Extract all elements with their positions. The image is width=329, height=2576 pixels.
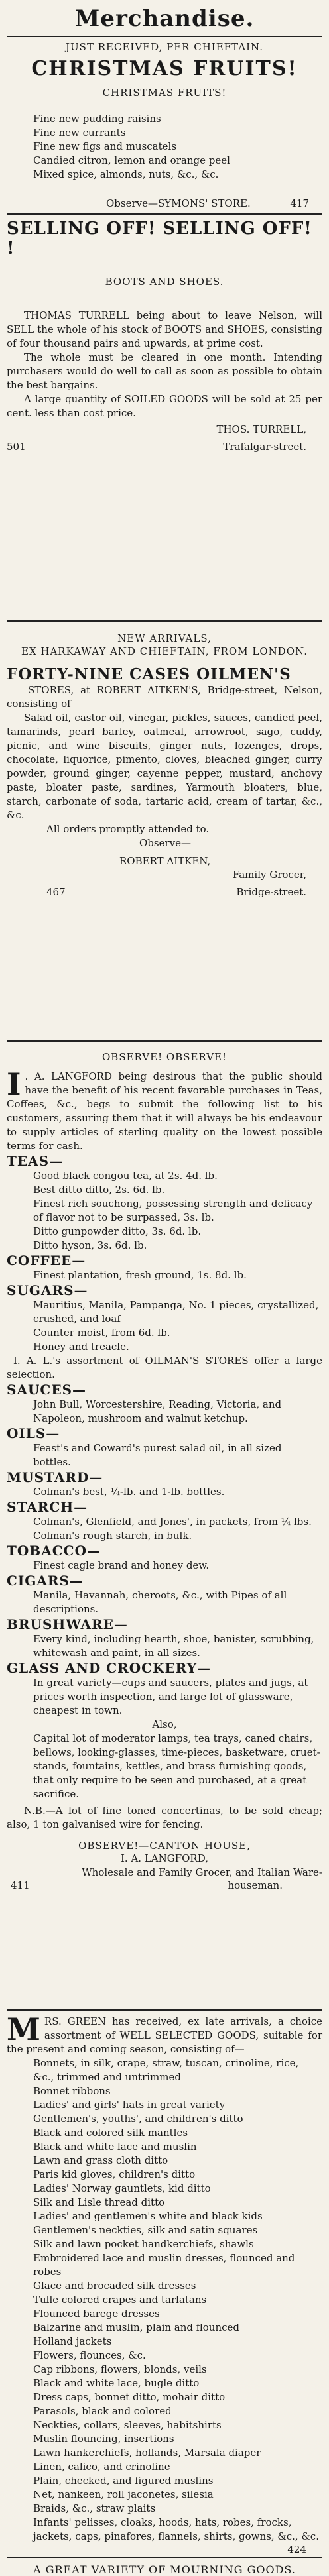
list-item: Bonnet ribbons xyxy=(33,2085,111,2097)
ad-signature-title: Wholesale and Family Grocer, and Italian Ware- xyxy=(82,1866,322,1878)
ad-paragraph: I. A. L.'s assortment of OILMAN'S STORES offer a large selection. xyxy=(7,1355,322,1380)
list-item: Manila, Havannah, cheroots, &c., with Pipes of all descriptions. xyxy=(33,1589,287,1615)
ad-intro xyxy=(7,1066,322,1153)
divider xyxy=(7,213,322,215)
list-item: Candied citron, lemon and orange peel xyxy=(33,154,230,166)
ad-kicker: OBSERVE! OBSERVE! xyxy=(102,1051,227,1063)
ad-number: 411 xyxy=(11,1879,30,1891)
list-item: Tulle colored crapes and tarlatans xyxy=(33,2294,207,2306)
list-item: Silk and Lisle thread ditto xyxy=(33,2196,165,2208)
list-item: Mixed spice, almonds, nuts, &c., &c. xyxy=(33,168,219,180)
list-item: Parasols, black and colored xyxy=(33,2405,172,2417)
list-item: Colman's best, ¼-lb. and 1-lb. bottles. xyxy=(33,1486,225,1498)
ad-paragraph: A large quantity of SOILED GOODS will be sold at 25 per cent. less than cost price. xyxy=(7,393,322,419)
heading-text: COFFEE— xyxy=(7,1253,86,1268)
list-item: Fine new currants xyxy=(33,127,126,139)
product-heading-teas: TEAS— xyxy=(7,1153,64,1169)
list-item: Lawn hankerchiefs, hollands, Marsala diaper xyxy=(33,2447,261,2459)
ad-number: 501 xyxy=(7,441,26,453)
advertisement-mrs-green xyxy=(7,2011,322,2555)
list-item: Colman's, Glenfield, and Jones', in packets, from ¼ lbs. xyxy=(33,1516,312,1528)
ad-kicker: NEW ARRIVALS, xyxy=(117,632,212,644)
divider xyxy=(7,36,322,37)
product-heading-mustard: MUSTARD— xyxy=(7,1469,103,1485)
ad-paragraph: STORES, at ROBERT AITKEN'S, Bridge-street, Nelson, consisting of xyxy=(7,684,322,710)
drop-cap: M xyxy=(7,2011,40,2047)
list-item: Feast's and Coward's purest salad oil, in all sized bottles. xyxy=(33,1442,282,1468)
ad-number: 467 xyxy=(46,886,66,898)
ad-intro-text: . A. LANGFORD being desirous that the public should have the benefit of his recent favorable purchases in Teas, Coffees, &c., begs to submit the following list to his customers, assuring them that it will always be his endeavour to supply articles of sterling quality on the lowest possible terms for cash. xyxy=(7,1070,322,1152)
drop-cap: I xyxy=(7,1066,21,1102)
list-item: Glace and brocaded silk dresses xyxy=(33,2280,196,2292)
ad-number: 417 xyxy=(290,197,309,209)
ad-signature: ROBERT AITKEN, xyxy=(119,855,211,867)
ad-headline: CHRISTMAS FRUITS! xyxy=(31,57,298,80)
list-item: Paris kid gloves, children's ditto xyxy=(33,2168,196,2180)
advertisement-selling-off xyxy=(7,219,322,616)
ad-paragraph: The whole must be cleared in one month. Intending purchasers would do well to call as soon as possible to obtain the best bargains. xyxy=(7,351,322,391)
advertisement-langford xyxy=(7,1051,322,2005)
list-item: Honey and treacle. xyxy=(33,1341,129,1353)
ad-address: Bridge-street. xyxy=(236,886,306,898)
list-item: Gentlemen's, youths', and children's ditto xyxy=(33,2113,243,2125)
divider xyxy=(7,620,322,622)
product-heading-sugars: SUGARS— xyxy=(7,1282,88,1298)
list-item: Ladies' Norway gauntlets, kid ditto xyxy=(33,2182,211,2194)
product-heading-sauces: SAUCES— xyxy=(7,1382,87,1398)
list-item: Ladies' and gentlemen's white and black kids xyxy=(33,2210,263,2222)
product-heading-tobacco: TOBACCO— xyxy=(7,1543,101,1559)
ad-number: 424 xyxy=(287,2544,306,2555)
product-heading-coffee xyxy=(7,1253,322,1268)
divider xyxy=(7,1040,322,1042)
list-item: Finest cagle brand and honey dew. xyxy=(33,1559,210,1571)
ad-paragraph: Salad oil, castor oil, vinegar, pickles, sauces, candied peel, tamarinds, pearl barley, oatmeal, arrowroot, sago, cuddy, picnic, and wine biscuits, ginger nuts, lozenges, drops, chocolate, liquorice, pimento, cloves, bleached ginger, curry powder, ground ginger, cayenne pepper, mustard, anchovy paste, bloater paste, sardines, Yarmouth bloaters, blue, starch, carbonate of soda, tartaric acid, cream of tartar, &c., &c. xyxy=(7,712,322,821)
ad-observe: OBSERVE!—CANTON HOUSE, xyxy=(78,1840,251,1852)
list-item: Embroidered lace and muslin dresses, flounced and robes xyxy=(33,2252,295,2278)
ad-paragraph: THOMAS TURRELL being about to leave Nelson, will SELL the whole of his stock of BOOTS and SHOES, consisting of four thousand pairs and upwards, at prime cost. xyxy=(7,309,322,349)
ad-headline: FORTY-NINE CASES OILMEN'S xyxy=(7,665,291,683)
ad-address-row xyxy=(7,1879,322,1891)
list-item: Linen, calico, and crinoline xyxy=(33,2461,170,2473)
ad-paragraph: N.B.—A lot of fine toned concertinas, to be sold cheap; also, 1 ton galvanised wire for fencing. xyxy=(7,1805,322,1830)
list-item: Ladies' and girls' hats in great variety xyxy=(33,2099,226,2111)
product-heading-cigars: CIGARS— xyxy=(7,1573,84,1589)
ad-signature-title: Family Grocer, xyxy=(232,869,306,881)
ad-observe: Observe— xyxy=(139,837,191,849)
list-item: Black and white lace and muslin xyxy=(33,2141,197,2153)
list-item: Fine new figs and muscatels xyxy=(33,140,177,152)
list-item: Colman's rough starch, in bulk. xyxy=(33,1530,192,1541)
advertisement-christmas-fruits xyxy=(7,41,322,209)
ad-paragraph: All orders promptly attended to. xyxy=(46,823,210,835)
list-item: Good black congou tea, at 2s. 4d. lb. xyxy=(33,1170,218,1182)
ad-item-list xyxy=(7,112,322,182)
ad-intro-text: RS. GREEN has received, ex late arrivals, a choice assortment of WELL SELECTED GOODS, suitable for the present and coming season, consisting of— xyxy=(7,2015,322,2055)
product-heading-oils: OILS— xyxy=(7,1426,60,1441)
list-item: Braids, &c., straw plaits xyxy=(33,2502,156,2514)
divider xyxy=(7,2557,322,2558)
ad-headline: SELLING OFF! SELLING OFF! ! xyxy=(7,219,312,258)
ad-number-row xyxy=(7,2544,322,2555)
list-item: Cap ribbons, flowers, blonds, veils xyxy=(33,2363,207,2375)
ad-subhead: BOOTS AND SHOES. xyxy=(105,276,224,288)
list-item: Plain, checked, and figured muslins xyxy=(33,2475,214,2487)
divider xyxy=(7,2009,322,2011)
list-item: Ditto hyson, 3s. 6d. lb. xyxy=(33,1239,147,1251)
list-item: Finest rich souchong, possessing strength and delicacy of flavor not to be surpassed, 3s. lb. xyxy=(33,1198,313,1223)
ad-subhead: CHRISTMAS FRUITS! xyxy=(102,87,227,99)
list-item: Flowers, flounces, &c. xyxy=(33,2349,146,2361)
list-item: Flounced barege dresses xyxy=(33,2308,160,2320)
section-masthead: Merchandise. xyxy=(74,5,255,32)
list-item: Counter moist, from 6d. lb. xyxy=(33,1327,170,1339)
footer-headline: A GREAT VARIETY OF MOURNING GOODS. xyxy=(33,2563,296,2576)
list-item: Capital lot of moderator lamps, tea trays, caned chairs, bellows, looking-glasses, time-pieces, basketware, cruet-stands, fountains, kettles, and brass furnishing goods, that only require to be seen and purchased, at a great sacrifice. xyxy=(33,1732,320,1800)
list-item: Black and white lace, bugle ditto xyxy=(33,2377,200,2389)
product-heading-starch: STARCH— xyxy=(7,1499,88,1515)
list-item: Silk and lawn pocket handkerchiefs, shawls xyxy=(33,2238,254,2250)
list-item: Balzarine and muslin, plain and flounced xyxy=(33,2322,240,2333)
ad-intro xyxy=(7,2011,322,2056)
ad-address-row xyxy=(7,886,322,898)
list-item: Finest plantation, fresh ground, 1s. 8d. lb. xyxy=(33,1269,247,1281)
ad-address-row xyxy=(7,441,322,453)
list-item: Holland jackets xyxy=(33,2335,112,2347)
list-item: Net, nankeen, roll jaconetes, silesia xyxy=(33,2489,214,2500)
list-item: John Bull, Worcestershire, Reading, Victoria, and Napoleon, mushroom and walnut ketchup. xyxy=(33,1398,282,1424)
list-item: Also, xyxy=(152,1718,177,1730)
list-item: Gentlemen's neckties, silk and satin squares xyxy=(33,2224,258,2236)
list-item: Infants' pelisses, cloaks, hoods, hats, robes, frocks, jackets, caps, pinafores, flannels, shirts, gowns, &c., &c. xyxy=(33,2516,319,2542)
list-item: Lawn and grass cloth ditto xyxy=(33,2155,168,2166)
list-item: Ditto gunpowder ditto, 3s. 6d. lb. xyxy=(33,1225,202,1237)
ad-signature: THOS. TURRELL, xyxy=(216,423,306,435)
list-item: Bonnets, in silk, crape, straw, tuscan, crinoline, rice, &c., trimmed and untrimmed xyxy=(33,2057,299,2083)
ad-signature: I. A. LANGFORD, xyxy=(121,1852,208,1864)
ad-kicker: JUST RECEIVED, PER CHIEFTAIN. xyxy=(66,41,263,53)
ad-signature: Observe—SYMONS' STORE. xyxy=(106,197,251,209)
list-item: Neckties, collars, sleeves, habitshirts xyxy=(33,2419,222,2431)
ad-address: Trafalgar-street. xyxy=(223,441,306,453)
list-item: Every kind, including hearth, shoe, banister, scrubbing, whitewash and paint, in all sizes. xyxy=(33,1633,314,1659)
ad-item-list xyxy=(7,2056,322,2544)
list-item: Best ditto ditto, 2s. 6d. lb. xyxy=(33,1184,165,1196)
product-heading-brushware: BRUSHWARE— xyxy=(7,1616,128,1632)
list-item: Muslin flouncing, insertions xyxy=(33,2433,174,2445)
list-item: In great variety—cups and saucers, plates and jugs, at prices worth inspection, and large lot of glassware, cheapest in town. xyxy=(33,1677,308,1716)
list-item: Fine new pudding raisins xyxy=(33,113,161,125)
product-heading-glass: GLASS AND CROCKERY— xyxy=(7,1660,211,1676)
list-item: Mauritius, Manila, Pampanga, No. 1 pieces, crystallized, crushed, and loaf xyxy=(33,1299,319,1325)
list-item: Black and colored silk mantles xyxy=(33,2127,188,2139)
advertisement-oilmens-stores xyxy=(7,632,322,1036)
ad-kicker: EX HARKAWAY AND CHIEFTAIN, FROM LONDON. xyxy=(21,645,308,657)
ad-signature-row xyxy=(7,197,322,209)
list-item: Dress caps, bonnet ditto, mohair ditto xyxy=(33,2391,226,2403)
ad-signature-tail: houseman. xyxy=(228,1879,283,1891)
